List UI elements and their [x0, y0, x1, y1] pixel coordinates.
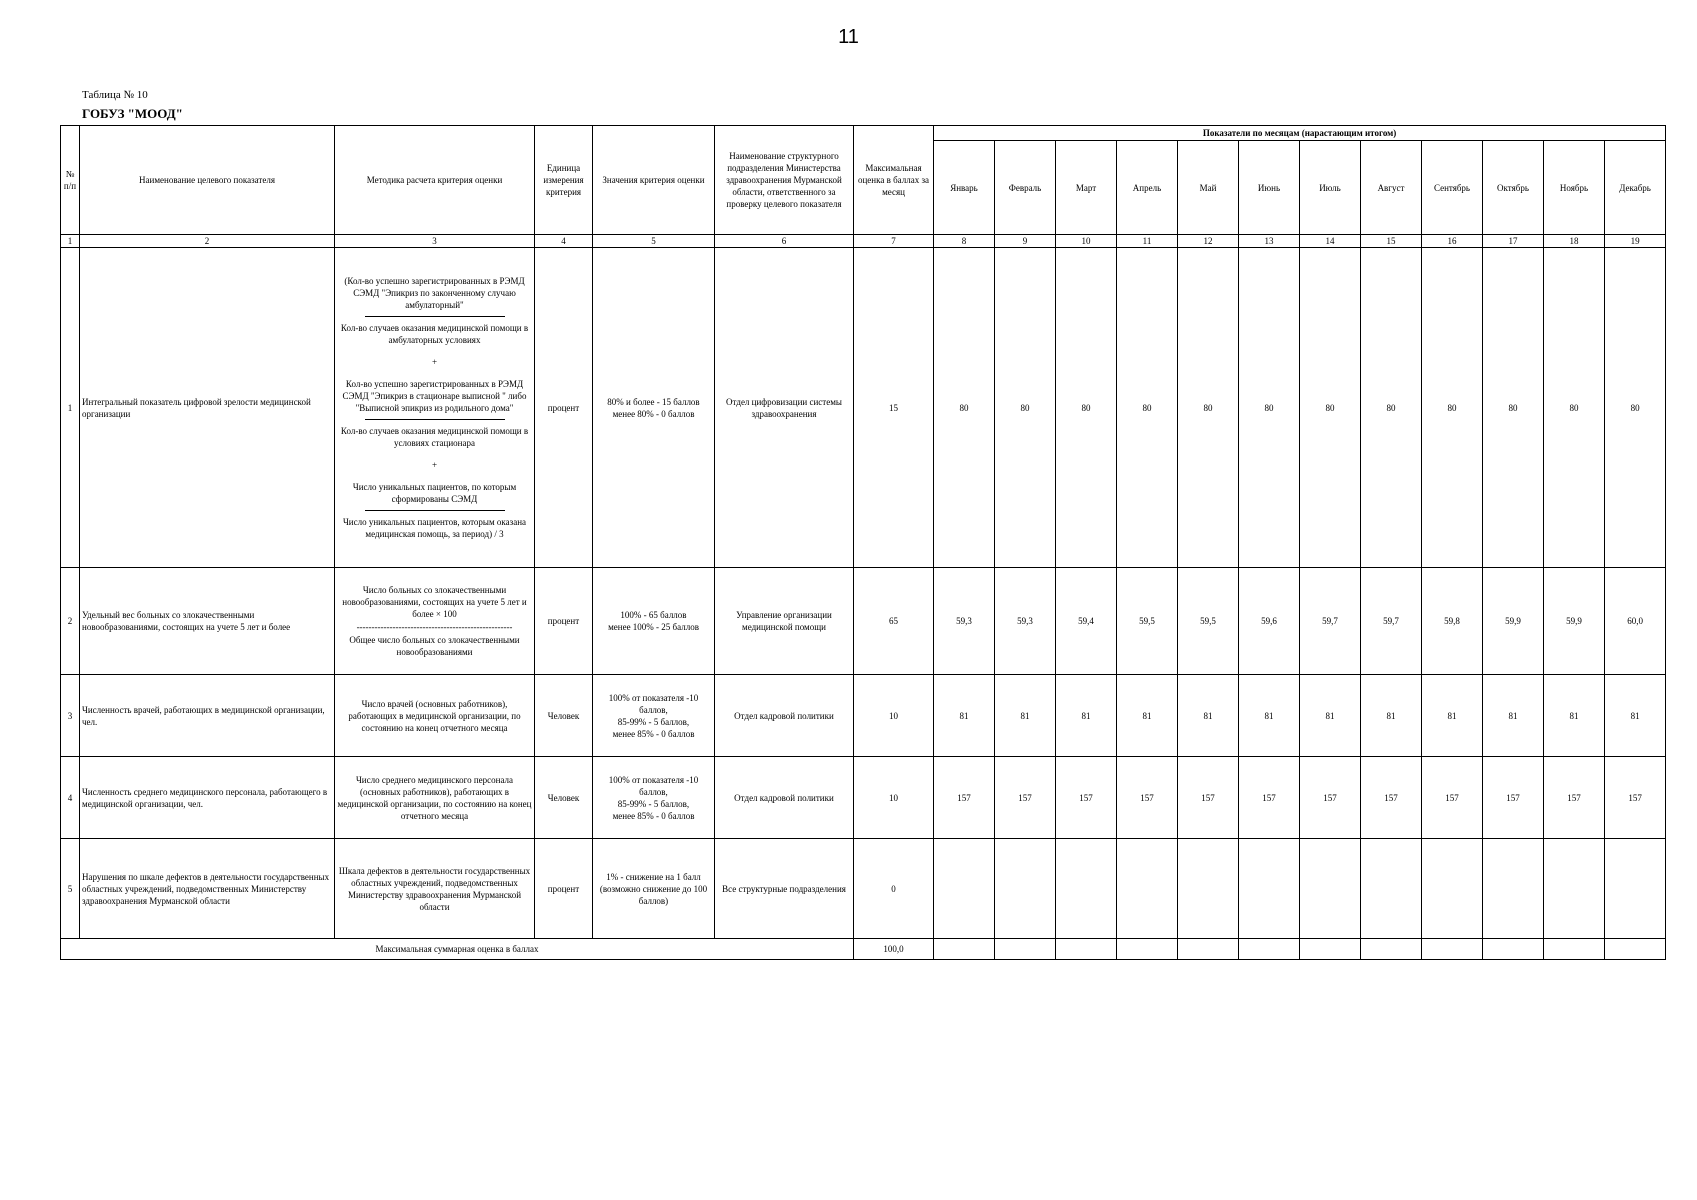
month-value: 81	[1544, 675, 1605, 757]
month-value: 59,5	[1178, 568, 1239, 675]
total-month-cell	[1178, 939, 1239, 960]
month-header: Июль	[1300, 141, 1361, 235]
total-value: 100,0	[854, 939, 934, 960]
month-value: 80	[1056, 248, 1117, 568]
header-dept: Наименование структурного подразделения Министерства здравоохранения Мурманской области, ответственного за проверку целевого показателя	[715, 126, 854, 235]
max-score-cell: 65	[854, 568, 934, 675]
month-value: 59,6	[1239, 568, 1300, 675]
max-score-cell: 10	[854, 757, 934, 839]
table-row	[61, 675, 1666, 757]
month-header: Ноябрь	[1544, 141, 1605, 235]
month-value	[1483, 839, 1544, 939]
values-cell	[593, 675, 715, 757]
month-header: Апрель	[1117, 141, 1178, 235]
month-value: 81	[934, 675, 995, 757]
row-number: 5	[61, 839, 80, 939]
table-row	[61, 839, 1666, 939]
values-line: менее 80% - 0 баллов	[612, 408, 695, 419]
month-value	[1361, 839, 1422, 939]
dept-cell: Отдел кадровой политики	[715, 757, 854, 839]
values-cell: 1% - снижение на 1 балл (возможно снижение до 100 баллов)	[593, 839, 715, 939]
month-value: 81	[1300, 675, 1361, 757]
column-number: 5	[593, 235, 715, 248]
values-line: менее 85% - 0 баллов	[612, 810, 695, 821]
month-value: 59,4	[1056, 568, 1117, 675]
total-month-cell	[995, 939, 1056, 960]
month-header: Сентябрь	[1422, 141, 1483, 235]
month-header: Октябрь	[1483, 141, 1544, 235]
method-line: Число больных со злокачественными новообразованиями, состоящих на учете 5 лет и более × 100	[342, 585, 527, 619]
values-line: менее 85% - 0 баллов	[612, 728, 695, 739]
unit-cell: процент	[535, 248, 593, 568]
month-value	[995, 839, 1056, 939]
unit-cell: Человек	[535, 675, 593, 757]
month-header: Март	[1056, 141, 1117, 235]
month-value: 81	[1361, 675, 1422, 757]
total-month-cell	[1483, 939, 1544, 960]
header-num: № п/п	[61, 126, 80, 235]
month-value: 80	[1483, 248, 1544, 568]
method-line: (Кол-во успешно зарегистрированных в РЭМД СЭМД "Эпикриз по законченному случаю амбулаторный"	[344, 276, 525, 310]
month-value: 59,9	[1483, 568, 1544, 675]
unit-cell: процент	[535, 839, 593, 939]
month-value	[1117, 839, 1178, 939]
month-value: 59,7	[1300, 568, 1361, 675]
month-value: 59,3	[995, 568, 1056, 675]
month-value: 157	[934, 757, 995, 839]
column-number: 13	[1239, 235, 1300, 248]
plus-sign: +	[431, 357, 438, 367]
month-value: 81	[1422, 675, 1483, 757]
month-value: 81	[1056, 675, 1117, 757]
month-value: 59,7	[1361, 568, 1422, 675]
total-row	[61, 939, 1666, 960]
column-number: 2	[80, 235, 335, 248]
values-line: менее 100% - 25 баллов	[608, 622, 699, 632]
header-values: Значения критерия оценки	[593, 126, 715, 235]
dept-cell: Все структурные подразделения	[715, 839, 854, 939]
month-value: 80	[1239, 248, 1300, 568]
month-value: 157	[995, 757, 1056, 839]
column-number: 9	[995, 235, 1056, 248]
max-score-cell: 0	[854, 839, 934, 939]
month-value: 157	[1300, 757, 1361, 839]
total-month-cell	[1239, 939, 1300, 960]
unit-cell: процент	[535, 568, 593, 675]
method-line: Кол-во успешно зарегистрированных в РЭМД СЭМД "Эпикриз в стационаре выписной " либо "Выписной эпикриз из родильного дома"	[342, 379, 527, 413]
month-value: 81	[1605, 675, 1666, 757]
values-cell	[593, 248, 715, 568]
month-header: Май	[1178, 141, 1239, 235]
method-line: Число уникальных пациентов, по которым сформированы СЭМД	[352, 482, 517, 504]
values-line: 100% - 65 баллов	[620, 610, 687, 620]
month-value: 60,0	[1605, 568, 1666, 675]
month-value: 80	[1300, 248, 1361, 568]
indicator-name: Численность врачей, работающих в медицинской организации, чел.	[80, 675, 335, 757]
row-number: 1	[61, 248, 80, 568]
month-value: 80	[1422, 248, 1483, 568]
month-value: 80	[1178, 248, 1239, 568]
plus-sign: +	[431, 460, 438, 470]
values-cell	[593, 568, 715, 675]
month-value: 80	[1605, 248, 1666, 568]
method-cell	[335, 248, 535, 568]
month-value: 80	[995, 248, 1056, 568]
month-value: 80	[1117, 248, 1178, 568]
column-numbers-row	[61, 235, 1666, 248]
values-line: 100% от показателя -10 баллов,	[608, 692, 699, 715]
dept-cell: Управление организации медицинской помощи	[715, 568, 854, 675]
table-caption: Таблица № 10	[82, 89, 148, 101]
month-value	[1056, 839, 1117, 939]
values-cell	[593, 757, 715, 839]
month-value: 81	[1117, 675, 1178, 757]
values-line: 85-99% - 5 баллов,	[617, 716, 690, 727]
column-number: 18	[1544, 235, 1605, 248]
month-header: Февраль	[995, 141, 1056, 235]
fraction-line	[365, 419, 505, 420]
month-value: 157	[1239, 757, 1300, 839]
month-value: 157	[1544, 757, 1605, 839]
month-header: Декабрь	[1605, 141, 1666, 235]
header-name: Наименование целевого показателя	[80, 126, 335, 235]
month-value: 59,8	[1422, 568, 1483, 675]
table-row	[61, 757, 1666, 839]
indicator-name: Удельный вес больных со злокачественными новообразованиями, состоящих на учете 5 лет и более	[80, 568, 335, 675]
month-value: 157	[1361, 757, 1422, 839]
total-month-cell	[1544, 939, 1605, 960]
dash-line: ----------------------------------------------------	[356, 622, 513, 632]
month-value: 157	[1605, 757, 1666, 839]
total-month-cell	[1117, 939, 1178, 960]
column-number: 17	[1483, 235, 1544, 248]
total-month-cell	[1422, 939, 1483, 960]
max-score-cell: 10	[854, 675, 934, 757]
method-line: Число уникальных пациентов, которым оказана медицинская помощь, за период) / 3	[342, 517, 527, 539]
header-unit: Единица измерения критерия	[535, 126, 593, 235]
column-number: 7	[854, 235, 934, 248]
month-value	[1239, 839, 1300, 939]
column-number: 6	[715, 235, 854, 248]
table-row	[61, 248, 1666, 568]
table-row	[61, 568, 1666, 675]
month-value: 157	[1117, 757, 1178, 839]
indicators-table	[60, 125, 1666, 960]
total-month-cell	[1361, 939, 1422, 960]
row-number: 3	[61, 675, 80, 757]
values-line: 80% и более - 15 баллов	[607, 396, 700, 407]
month-value	[1605, 839, 1666, 939]
values-line: 85-99% - 5 баллов,	[617, 798, 690, 809]
month-value: 80	[1544, 248, 1605, 568]
method-line: Общее число больных со злокачественными новообразованиями	[349, 635, 520, 657]
column-number: 12	[1178, 235, 1239, 248]
month-value: 80	[1361, 248, 1422, 568]
month-value: 81	[1239, 675, 1300, 757]
month-value: 157	[1178, 757, 1239, 839]
max-score-cell: 15	[854, 248, 934, 568]
column-number: 8	[934, 235, 995, 248]
month-value: 81	[995, 675, 1056, 757]
indicator-name: Численность среднего медицинского персонала, работающего в медицинской организации, чел.	[80, 757, 335, 839]
values-line: 100% от показателя -10 баллов,	[608, 774, 699, 797]
column-number: 15	[1361, 235, 1422, 248]
fraction-line	[365, 510, 505, 511]
month-value: 59,5	[1117, 568, 1178, 675]
month-value: 59,9	[1544, 568, 1605, 675]
month-value: 59,3	[934, 568, 995, 675]
fraction-line	[365, 316, 505, 317]
header-method: Методика расчета критерия оценки	[335, 126, 535, 235]
method-line: Кол-во случаев оказания медицинской помощи в амбулаторных условиях	[340, 323, 529, 345]
month-value	[1178, 839, 1239, 939]
page-number: 11	[838, 26, 859, 48]
header-months-group: Показатели по месяцам (нарастающим итогом)	[934, 126, 1666, 141]
month-header: Август	[1361, 141, 1422, 235]
column-number: 14	[1300, 235, 1361, 248]
column-number: 10	[1056, 235, 1117, 248]
dept-cell: Отдел цифровизации системы здравоохранения	[715, 248, 854, 568]
header-row	[61, 126, 1666, 141]
column-number: 1	[61, 235, 80, 248]
column-number: 16	[1422, 235, 1483, 248]
month-value	[1300, 839, 1361, 939]
total-month-cell	[934, 939, 995, 960]
row-number: 2	[61, 568, 80, 675]
unit-cell: Человек	[535, 757, 593, 839]
indicator-name: Интегральный показатель цифровой зрелости медицинской организации	[80, 248, 335, 568]
total-month-cell	[1605, 939, 1666, 960]
method-cell	[335, 568, 535, 675]
month-value: 157	[1483, 757, 1544, 839]
method-cell: Число врачей (основных работников), работающих в медицинской организации, по состоянию на конец отчетного месяца	[335, 675, 535, 757]
month-value: 81	[1178, 675, 1239, 757]
total-month-cell	[1056, 939, 1117, 960]
month-header: Январь	[934, 141, 995, 235]
total-month-cell	[1300, 939, 1361, 960]
month-value: 81	[1483, 675, 1544, 757]
method-line: Кол-во случаев оказания медицинской помощи в условиях стационара	[340, 426, 529, 448]
row-number: 4	[61, 757, 80, 839]
month-value: 80	[934, 248, 995, 568]
column-number: 3	[335, 235, 535, 248]
month-value: 157	[1056, 757, 1117, 839]
month-value	[1544, 839, 1605, 939]
total-label: Максимальная суммарная оценка в баллах	[61, 939, 854, 960]
column-number: 11	[1117, 235, 1178, 248]
month-value	[1422, 839, 1483, 939]
organization-title: ГОБУЗ "МООД"	[82, 106, 183, 121]
indicator-name: Нарушения по шкале дефектов в деятельности государственных областных учреждений, подведомственных Министерству здравоохранения Мурманской области	[80, 839, 335, 939]
column-number: 19	[1605, 235, 1666, 248]
month-header: Июнь	[1239, 141, 1300, 235]
month-value: 157	[1422, 757, 1483, 839]
dept-cell: Отдел кадровой политики	[715, 675, 854, 757]
column-number: 4	[535, 235, 593, 248]
method-cell: Число среднего медицинского персонала (основных работников), работающих в медицинской организации, по состоянию на конец отчетного месяца	[335, 757, 535, 839]
header-max: Максимальная оценка в баллах за месяц	[854, 126, 934, 235]
method-cell: Шкала дефектов в деятельности государственных областных учреждений, подведомственных Министерству здравоохранения Мурманской области	[335, 839, 535, 939]
month-value	[934, 839, 995, 939]
